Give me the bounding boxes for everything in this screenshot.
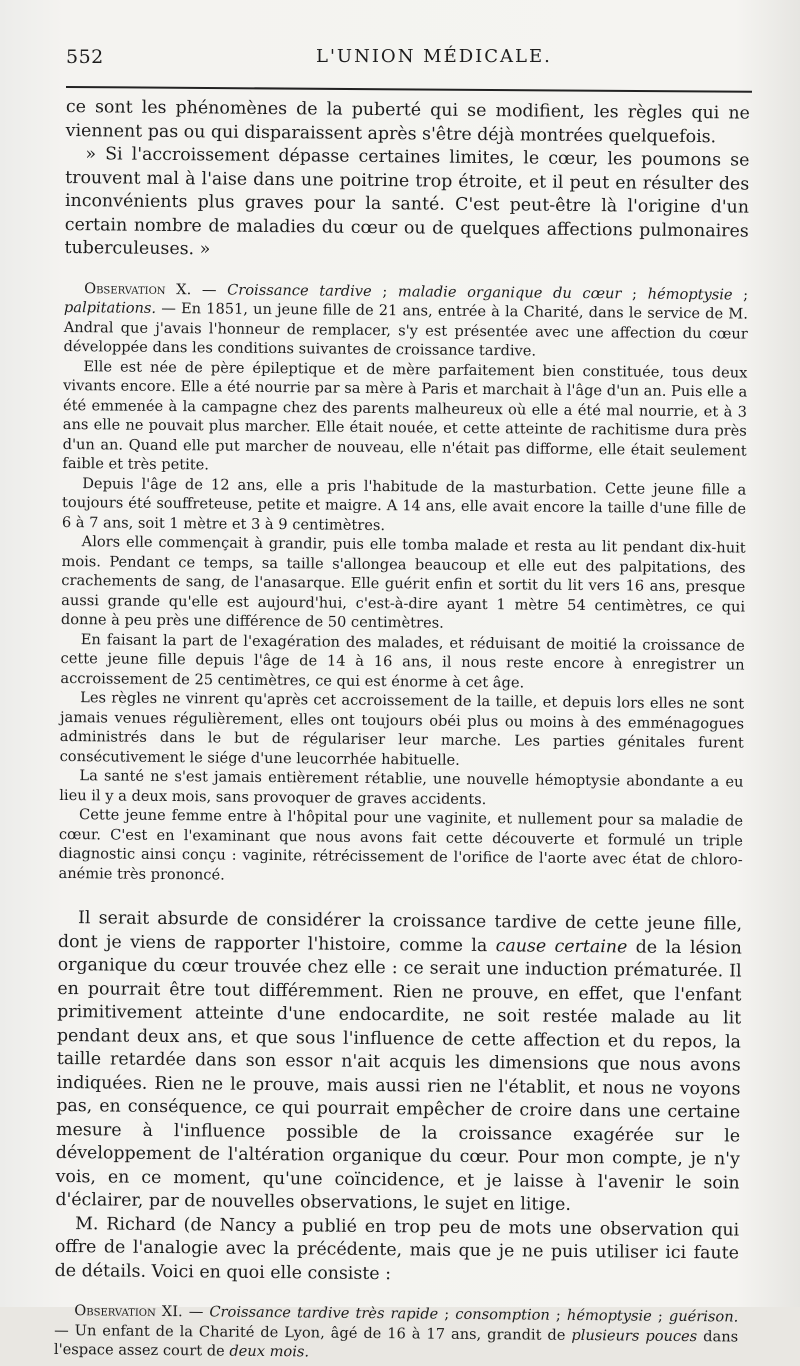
observation-11-text: — Un enfant de la Charité de Lyon, âgé de 16 à 17 ans, grandit de	[54, 1321, 566, 1344]
observation-10-intro: — En 1851, un jeune fille de 21 ans, entrée à la Charité, dans le service de M. Andral que j'avais l'honneur de remplacer, s'y est présentée avec une affection du cœur développée dans les conditions suivantes de croissance tardive.	[63, 299, 749, 360]
observation-11-text: dans l'espace assez court de	[53, 1327, 739, 1360]
observation-11-title-3: hémoptysie	[566, 1306, 652, 1325]
observation-10-paragraph: Alors elle commençait à grandir, puis elle tomba malade et resta au lit pendant dix-huit mois. Pendant ce temps, sa taille s'allongea beaucoup et elle eut des palpitations, des crachements de sang, de l'anasarque. Elle guérit enfin et sortit du lit vers 16 ans, presque aussi grande qu'elle est aujourd'hui, c'est-à-dire ayant 1 mètre 54 centimètres, ce qui donne à peu près une différence de 50 centimètres.	[60, 533, 746, 632]
observation-10-label: Observation X.	[84, 279, 192, 298]
discussion-emphasis: cause certaine	[495, 935, 628, 957]
observation-10-heading: Observation X. — Croissance tardive ; maladie organique du cœur ; hémoptysie ; palpitations. — En 1851, un jeune fille de 21 ans, entrée à la Charité, dans le service de M. Andral que j'avais l'honneur de remplacer, s'y est présentée avec une affection du cœur développée dans les conditions suivantes de croissance tardive.	[63, 279, 749, 360]
page-header	[66, 46, 750, 72]
observation-10-paragraph: En faisant la part de l'exagération des malades, et réduisant de moitié la croissance de cette jeune fille depuis l'âge de 14 à 16 ans, il nous reste encore à enregistrer un accroissement de 25 centimètres, ce qui est énorme à cet âge.	[60, 630, 745, 691]
observation-11: Observation XI. — Croissance tardive très rapide ; consomption ; hémoptysie ; guérison. — Un enfant de la Charité de Lyon, âgé de 16 à 17 ans, grandit de plusieurs pouces dans l'espace assez court de deux mois.	[53, 1302, 739, 1361]
observation-11-title-1: Croissance tardive très rapide	[209, 1303, 439, 1323]
observation-10-title-2: maladie organique du cœur	[397, 282, 622, 302]
observation-10-title-4: palpitations.	[63, 298, 157, 317]
page-body	[54, 96, 750, 1366]
observation-10-paragraph: Elle est née de père épileptique et de mère parfaitement bien constituée, tous deux vivants encore. Elle a été nourrie par sa mère à Paris et marchait à l'âge d'un an. Puis elle a été emmenée à la campagne chez des parents malheureux où elle a été mal nourrie, et à 3 ans elle ne pouvait plus marcher. Elle était nouée, et cette atteinte de rachitisme dura près d'un an. Quand elle put marcher de nouveau, elle n'était pas difforme, elle était seulement faible et très petite.	[62, 357, 748, 474]
observation-10-paragraph: Depuis l'âge de 12 ans, elle a pris l'habitude de la masturbation. Cette jeune fille a toujours été souffreteuse, petite et maigre. A 14 ans, elle avait encore la taille d'une fille de 6 à 7 ans, soit 1 mètre et 3 à 9 centimètres.	[61, 474, 747, 534]
observation-11-emphasis: plusieurs pouces	[571, 1326, 698, 1345]
page-number: 552	[66, 46, 104, 68]
observation-10-paragraph: Cette jeune femme entre à l'hôpital pour une vaginite, et nullement pour sa maladie de cœur. C'est en l'examinant que nous avons fait cette découverte et formulé un triple diagnostic ainsi conçu : vaginite, rétrécissement de l'orifice de l'aorte avec état de chloro-anémie très prononcé.	[58, 806, 744, 884]
quote-paragraph-2: » Si l'accroissement dépasse certaines limites, le cœur, les poumons se trouvent mal à l'aise dans une poitrine trop étroite, et il peut en résulter des inconvénients plus graves pour la santé. C'est peut-être là l'origine d'un certain nombre de maladies du cœur ou de quelques affections pulmonaires tuberculeuses. »	[64, 144, 750, 260]
observation-11-label: Observation XI.	[74, 1302, 183, 1321]
running-title: L'UNION MÉDICALE.	[316, 46, 552, 67]
observation-10-paragraph: Les règles ne vinrent qu'après cet accroissement de la taille, et depuis lors elles ne sont jamais venues régulièrement, elles ont toujours obéi plus ou moins à des emménagogues administrés dans le but de régulariser leur marche. Les parties génitales furent consécutivement le siége d'une leucorrhée habituelle.	[59, 689, 745, 769]
observation-11-title-4: guérison.	[668, 1307, 739, 1326]
observation-11-title-2: consomption	[455, 1305, 550, 1324]
observation-10-title-1: Croissance tardive	[227, 281, 372, 300]
discussion-paragraph-1	[55, 907, 742, 1219]
observation-11-emphasis: deux mois.	[229, 1342, 310, 1361]
header-rule	[66, 86, 752, 93]
discussion-text: Il serait absurde de considérer la croissance tardive de cette jeune fille, dont je viens de rapporter l'histoire, comme la	[57, 908, 743, 956]
observation-10-paragraph: La santé ne s'est jamais entièrement rétablie, une nouvelle hémoptysie abondante a eu lieu il y a deux mois, sans provoquer de graves accidents.	[59, 767, 744, 808]
discussion-text: de la lésion organique du cœur trouvée chez elle : ce serait une induction prématurée. Il en pourrait être tout différemment. Rien ne prouve, en effet, que l'enfant primitivement atteinte d'une endocardite, ne soit restée malade au lit pendant deux ans, et que sous l'influence de cette affection et du repos, la taille retardée dans son essor n'ait acquis les dimensions que nous avons indiquées. Rien ne le prouve, mais aussi rien ne l'établit, et nous ne voyons pas, en conséquence, ce qui pourrait empêcher de croire dans une certaine mesure à l'influence possible de la croissance exagérée sur le développement de l'altération organique du cœur. Pour mon compte, je n'y vois, en ce moment, qu'une coïncidence, et je laisse à l'avenir le soin d'éclairer, par de nouvelles observations, le sujet en litige.	[55, 937, 742, 1215]
observation-10-title-3: hémoptysie	[647, 285, 733, 303]
quote-paragraph-1: ce sont les phénomènes de la puberté qui se modifient, les règles qui ne viennent pas ou qui disparaissent après s'être déjà montrées quelquefois.	[65, 96, 750, 147]
discussion-paragraph-2: M. Richard (de Nancy a publié en trop peu de mots une observation qui offre de l'analogie avec la précédente, mais que je ne puis utiliser ici faute de détails. Voici en quoi elle consiste :	[54, 1213, 740, 1284]
